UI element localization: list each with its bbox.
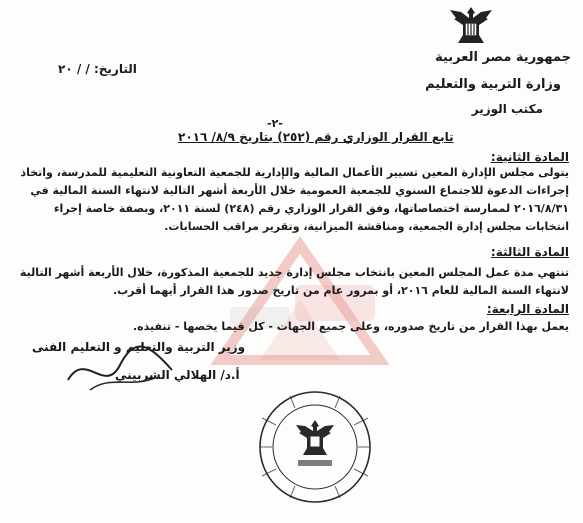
header-ministry: وزارة التربية والتعليم <box>425 77 561 92</box>
eagle-emblem-icon <box>448 4 494 46</box>
article-4-label: المادة الرابعة: <box>486 302 569 316</box>
article-2-line: إجراءات الدعوة للاجتماع السنوي للجمعية العمومية خلال الأربعة أشهر التالية لانتهاء السنة المالية في <box>30 184 569 197</box>
article-4-line: يعمل بهذا القرار من تاريخ صدوره، وعلى جميع الجهات - كل فيما يخصها - تنفيذه. <box>132 320 569 333</box>
article-3-line: لانتهاء السنة المالية للعام ٢٠١٦، أو بمرور عام من تاريخ صدور هذا القرار أيهما أقرب. <box>112 284 569 297</box>
article-3-label: المادة الثالثة: <box>490 245 569 259</box>
signature-title: وزير التربية والتعليم و التعليم الفنى <box>32 340 246 354</box>
article-2-line: انتخابات مجلس إدارة الجمعية، ومناقشة الميزانية، وتقرير مراقب الحسابات. <box>164 220 569 233</box>
decree-subject: تابع القرار الوزاري رقم (٢٥٢) بتاريخ ٨/٩/ ٢٠١٦ <box>178 130 454 144</box>
ministry-stamp-icon <box>250 388 380 506</box>
header-office: مكتب الوزير <box>471 102 543 116</box>
article-2-line: يتولى مجلس الإدارة المعين تسيير الأعمال المالية والإدارية للجمعية التعاونية التعليمية للمدرسة، واتخاذ <box>20 166 569 179</box>
page-number: -٢- <box>267 117 283 130</box>
date-line: التاريخ: / / ٢٠ <box>58 62 137 76</box>
signature-scribble-icon <box>60 340 180 400</box>
signature-name: أ.د/ الهلالي الشربيني <box>115 368 240 382</box>
article-2-line: ٢٠١٦/٨/٣١ لممارسة اختصاصاتها، وفق القرار الوزاري رقم (٢٤٨) لسنة ٢٠١١، وبصفة خاصة إجراء <box>53 202 569 215</box>
article-3-line: تنتهي مدة عمل المجلس المعين بانتخاب مجلس إدارة جديد للجمعية المذكورة، خلال الأربعة أشهر التالية <box>19 266 569 279</box>
header-republic: جمهورية مصر العربية <box>435 50 571 65</box>
article-2-label: المادة الثانية: <box>490 150 569 164</box>
